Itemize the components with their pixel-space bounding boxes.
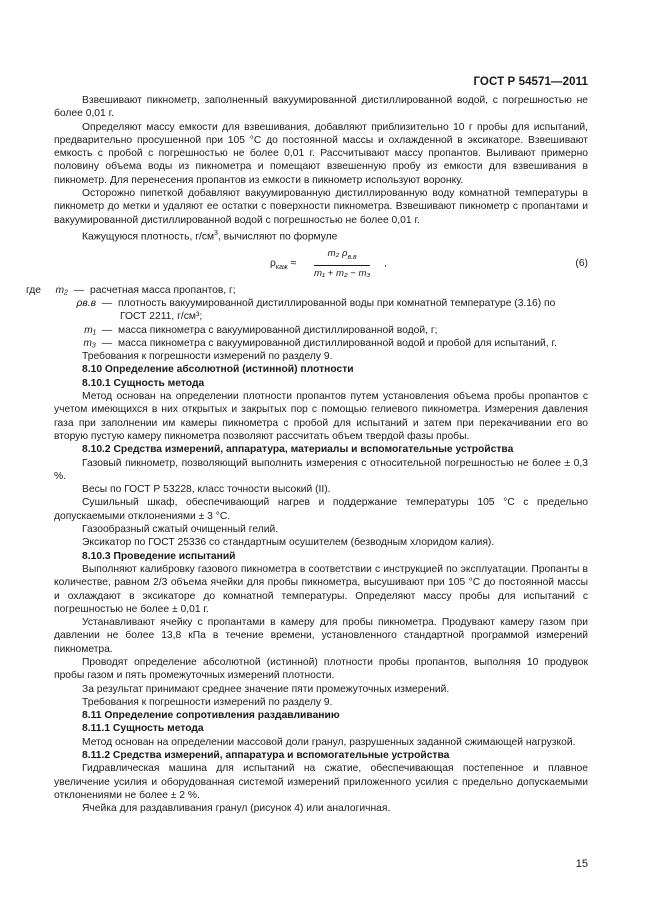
formula-denominator: m₁ + m₂ − m₃ [314,267,371,279]
where-item: ρв.в — плотность вакуумированной дистиллированной воды при комнатной температуре (3.16) по ГОСТ 2211, г/см³; [76,297,556,323]
section-heading-8-11-2: 8.11.2 Средства измерений, аппаратура и вспомогательные устройства [82,750,450,762]
section-heading-8-10-3: 8.10.3 Проведение испытаний [82,550,236,562]
paragraph: Выполняют калибровку газового пикнометра в соответствии с инструкцией по эксплуатации. Пропанты в количестве, равном 2/3 объема ячейки для пробы пикнометра, высушивают при 105 °С до постоянной массы и охлаждают в эксикаторе до комнатной температуры. Определяют массу пробы для испытаний с погрешностью не более ± 0,01 г. [54,563,588,615]
paragraph: Осторожно пипеткой добавляют вакуумированную дистиллированную воду комнатной температуры в пикнометр до метки и удаляют ее остатки с поверхности пикнометра. Взвешивают пикнометр с пропантами и вакуумированной дистиллированной водой с погрешностью не более 0,01 г. [54,188,588,226]
paragraph: Эксикатор по ГОСТ 25336 со стандартным осушителем (безводным хлоридом калия). [82,537,495,549]
standard-header: ГОСТ Р 54571—2011 [473,76,588,88]
paragraph: Проводят определение абсолютной (истинной) плотности пробы пропантов, выполняя 10 продувок пробы газом и пять промежуточных измерений плотности. [54,657,588,682]
paragraph: Весы по ГОСТ Р 53228, класс точности высокий (II). [82,484,331,496]
paragraph: Взвешивают пикнометр, заполненный вакуумированной дистиллированной водой, с погрешностью не более 0,01 г. [54,95,588,120]
where-item: m₃ — масса пикнометра с вакуумированной дистиллированной водой и пробой для испытаний, г. [83,337,557,349]
formula-lhs: $\rho_{каж}$ ≈ [270,257,297,271]
formula-numerator: m₂ $\rho_{в.в}$ [314,247,370,266]
document-body [26,94,588,816]
section-heading-8-10-2: 8.10.2 Средства измерений, аппаратура, материалы и вспомогательные устройства [82,444,514,456]
paragraph: За результат принимают среднее значение пяти промежуточных измерений. [82,683,450,695]
section-heading-8-11-1: 8.11.1 Сущность метода [82,723,204,735]
formula-number: (6) [575,257,588,269]
paragraph: Гидравлическая машина для испытаний на сжатие, обеспечивающая постепенное и плавное увеличение усилия и оборудованная системой измерений приложенного усилия с предельно допускаемыми отклонениями не более ± 2 %. [54,763,588,801]
paragraph: Газовый пикнометр, позволяющий выполнить измерения с относительной погрешностью не более ± 0,3 %. [54,457,588,482]
paragraph: Метод основан на определении массовой доли гранул, разрушенных заданной сжимающей нагрузкой. [82,736,576,748]
section-heading-8-10: 8.10 Определение абсолютной (истинной) плотности [82,364,354,376]
paragraph: Сушильный шкаф, обеспечивающий нагрев и поддержание температуры 105 °С с предельно допускаемыми отклонениями ± 3 °С. [54,497,588,522]
paragraph: Устанавливают ячейку с пропантами в камеру для пробы пикнометра. Продувают камеру газом при давлении не более 13,8 кПа в течение времени, установленного стандартной программой измерений пикнометра. [54,617,588,655]
paragraph: Метод основан на определении плотности пропантов путем установления объема пробы пропантов с учетом имеющихся в них открытых и закрытых пор с помощью гелиевого пикнометра. Измерения давления газа при заполнении им камеры пикнометра с пробой для испытаний и затем при перекачивании его во вторую пустую камеру пикнометра позволяют рассчитать объем твердой фазы пробы. [54,391,588,442]
paragraph: Газообразный сжатый очищенный гелий. [82,524,279,536]
paragraph: Определяют массу емкости для взвешивания, добавляют приблизительно 10 г пробы для испытаний, предварительно просушенной при 105 °С до постоянной массы и охлажденной в эксикаторе. Взвешивают емкость с пробой с погрешностью не более 0,01 г. Рассчитывают массу пропантов. Выливают примерно половину объема воды из пикнометра и помещают взвешенную пробу из емкости для взвешивания в пикнометр. Для перенесения пропантов из емкости в пикнометр используют воронку. [54,121,588,186]
formula-comma: , [384,257,387,269]
paragraph-formula-intro: Кажущуюся плотность, $г/см^3$, вычисляют по формуле [82,229,338,243]
section-heading-8-10-1: 8.10.1 Сущность метода [82,377,205,389]
paragraph: Ячейка для раздавливания гранул (рисунок 4) или аналогичная. [82,803,391,815]
formula-fraction [314,247,370,281]
section-heading-8-11: 8.11 Определение сопротивления раздавливанию [82,710,340,722]
where-list [26,284,588,350]
formula-6 [54,246,588,282]
where-item: где m₂ — расчетная масса пропантов, г; [26,284,236,296]
paragraph: Требования к погрешности измерений по разделу 9. [82,696,333,708]
page-number: 15 [575,858,588,870]
where-item: m₁ — масса пикнометра с вакуумированной дистиллированной водой, г; [84,324,438,336]
paragraph: Требования к погрешности измерений по разделу 9. [82,351,333,363]
